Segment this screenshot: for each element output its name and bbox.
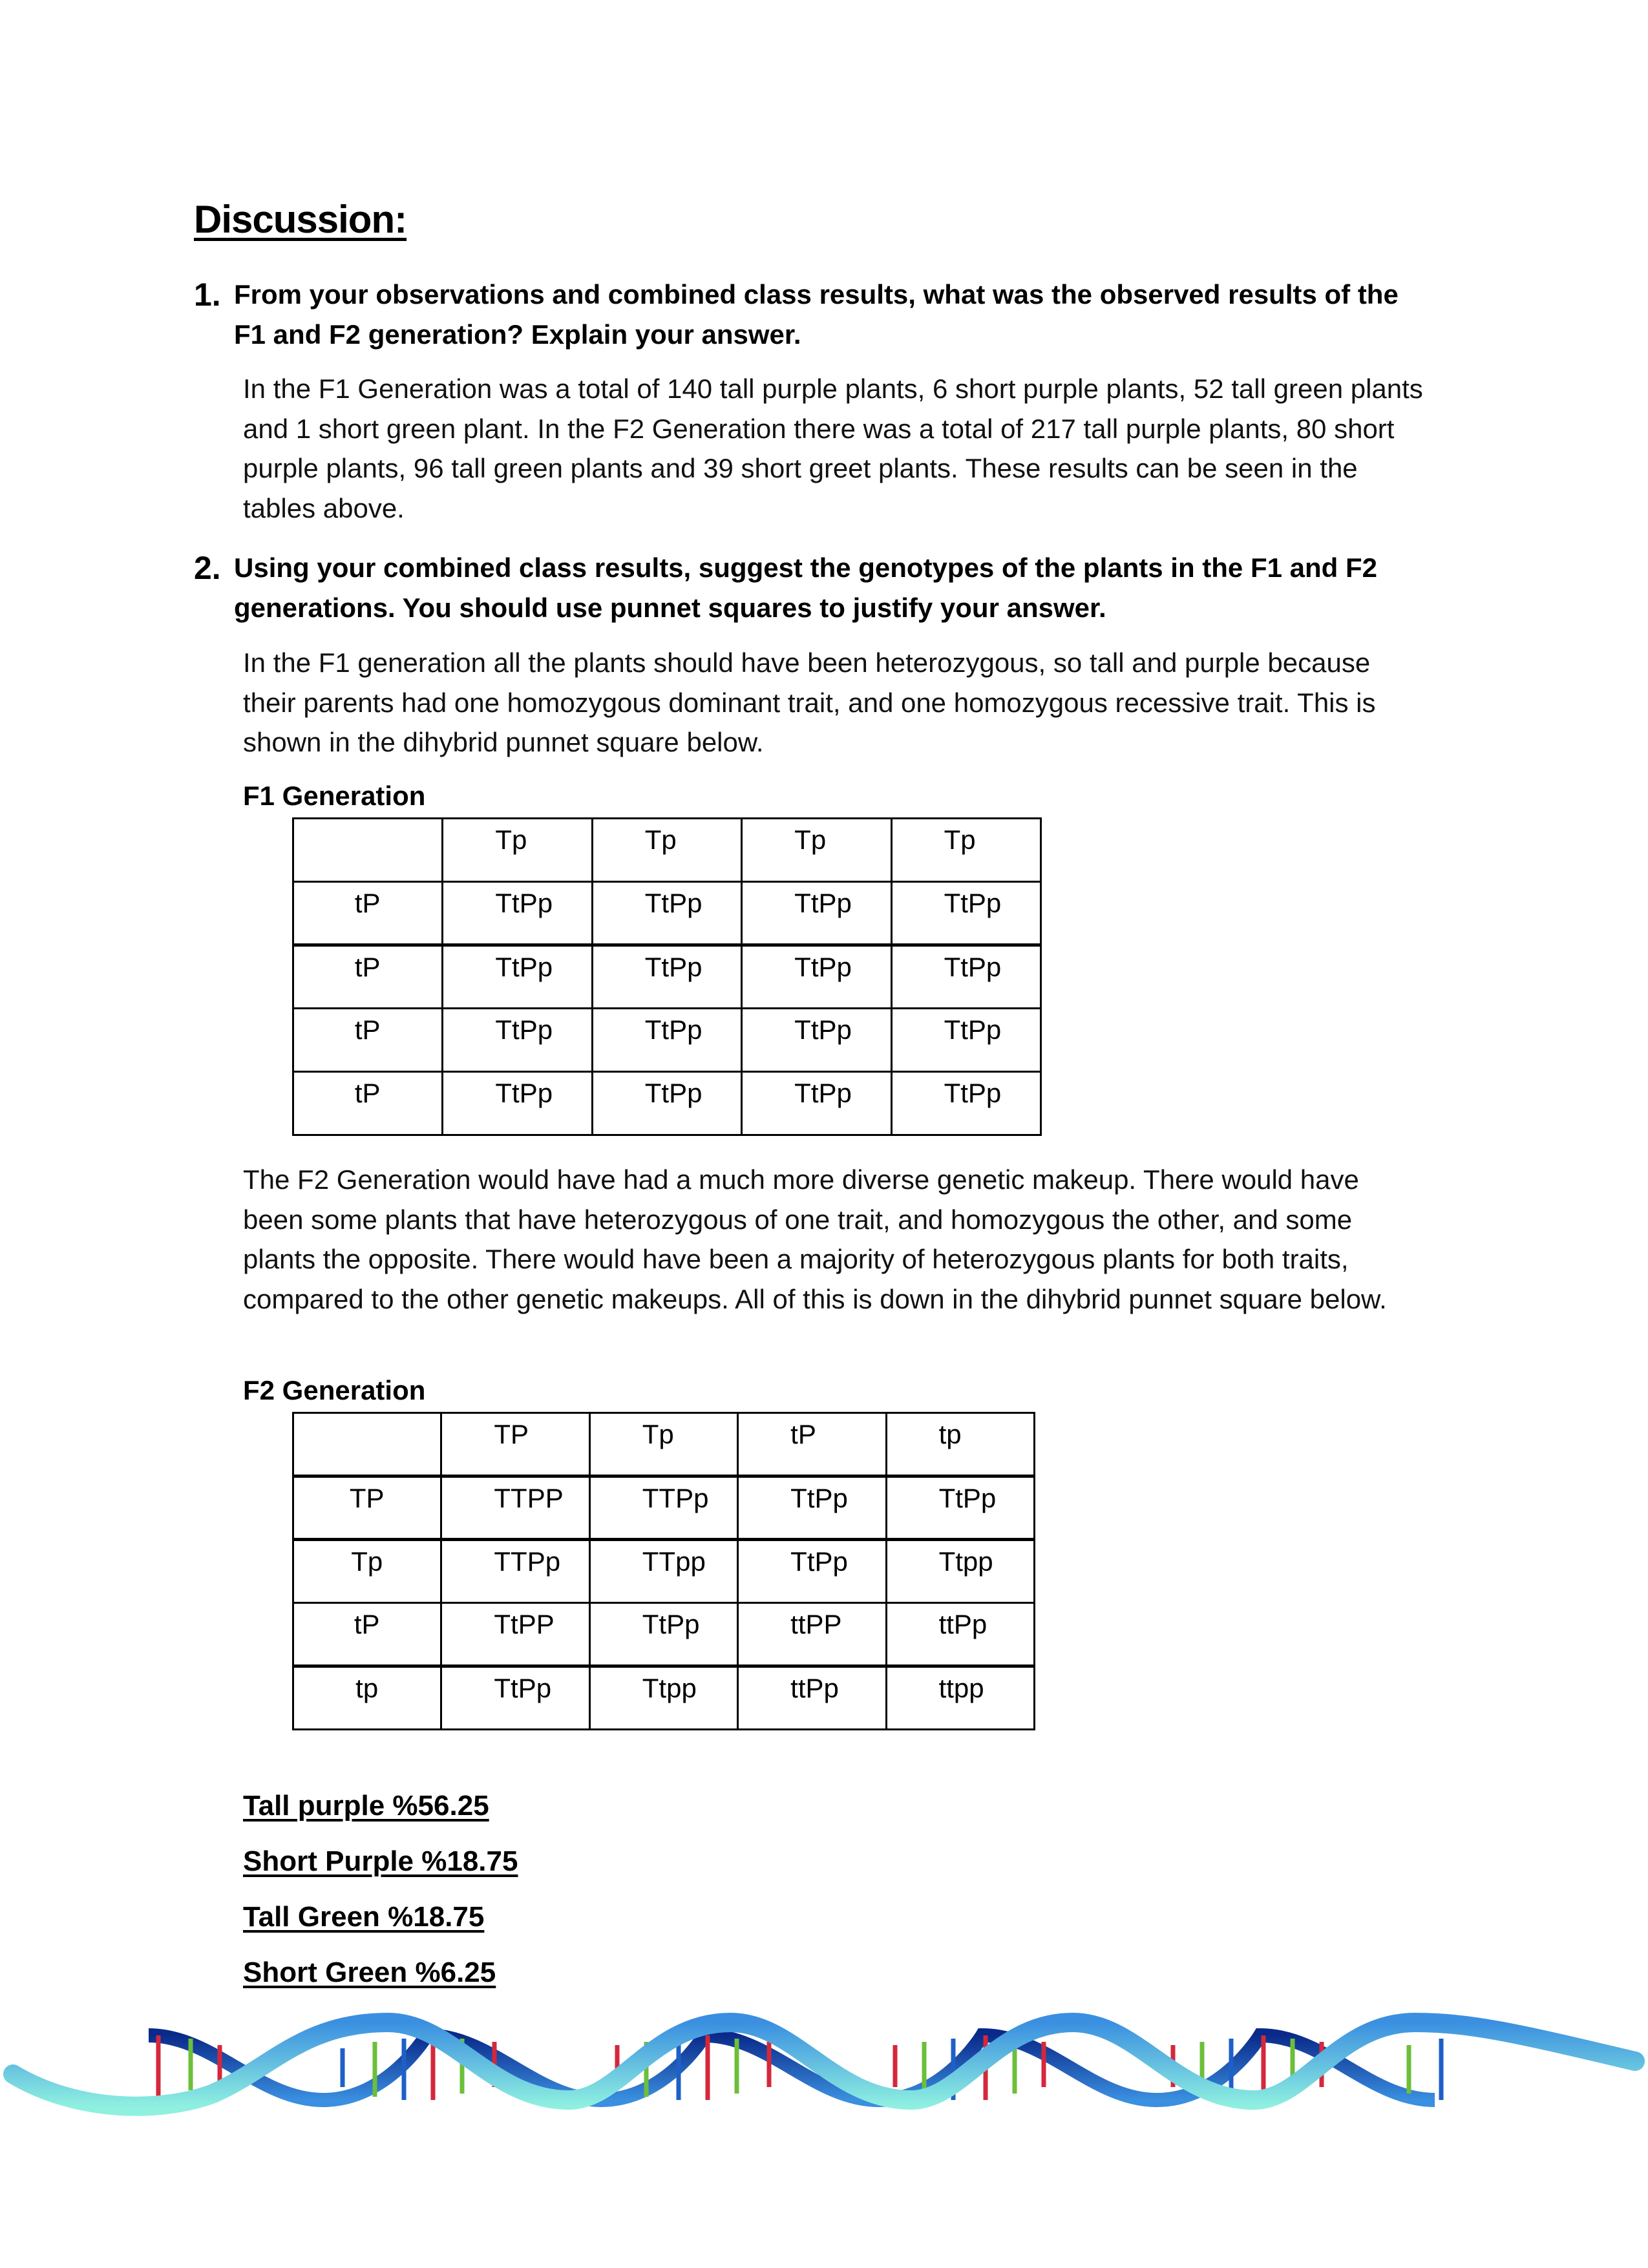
- table-cell: TtPp: [592, 882, 741, 945]
- f2-label: F2 Generation: [243, 1375, 426, 1405]
- table-cell: TtPp: [443, 1009, 592, 1072]
- table-cell: TtPp: [443, 945, 592, 1009]
- percentage-tall-green: Tall Green %18.75: [243, 1901, 485, 1933]
- table-cell: Tp: [293, 1540, 441, 1603]
- table-cell: TtPp: [443, 882, 592, 945]
- table-cell: TP: [293, 1476, 441, 1540]
- table-cell: tP: [293, 1072, 443, 1135]
- table-cell: Ttpp: [589, 1666, 737, 1730]
- table-row: [293, 1540, 1035, 1603]
- table-cell: TtPp: [742, 945, 891, 1009]
- table-cell: TtPp: [441, 1666, 589, 1730]
- table-cell: ttPp: [886, 1603, 1034, 1666]
- table-cell: ttpp: [886, 1666, 1034, 1730]
- table-cell: ttPP: [738, 1603, 886, 1666]
- table-cell: tP: [293, 882, 443, 945]
- table-row: [293, 1072, 1041, 1135]
- table-cell: TtPp: [738, 1540, 886, 1603]
- table-cell: Tp: [891, 819, 1041, 882]
- table-cell: Tp: [589, 1413, 737, 1476]
- table-cell: TtPp: [443, 1072, 592, 1135]
- table-cell: tP: [293, 1603, 441, 1666]
- table-cell: TTPP: [441, 1476, 589, 1540]
- table-row: [293, 1476, 1035, 1540]
- table-header-row: [293, 1413, 1035, 1476]
- table-cell: Tp: [742, 819, 891, 882]
- table-cell: TtPp: [592, 1072, 741, 1135]
- question-text: From your observations and combined class results, what was the observed results of the F1 and F2 generation? Explain your answer.: [234, 279, 1399, 350]
- f1-label: F1 Generation: [243, 781, 426, 811]
- table-cell: [293, 819, 443, 882]
- table-cell: Ttpp: [886, 1540, 1034, 1603]
- page-heading: Discussion:: [194, 198, 407, 241]
- f1-punnett-square: [292, 817, 1042, 1136]
- table-cell: ttPp: [738, 1666, 886, 1730]
- table-cell: TtPp: [891, 1072, 1041, 1135]
- table-row: [293, 1666, 1035, 1730]
- table-cell: TtPp: [742, 1072, 891, 1135]
- dna-helix-icon: [0, 2003, 1648, 2145]
- question-1: [194, 275, 1422, 355]
- percentage-tall-purple: Tall purple %56.25: [243, 1790, 489, 1822]
- table-cell: TtPp: [592, 945, 741, 1009]
- percentage-short-green: Short Green %6.25: [243, 1957, 496, 1988]
- table-cell: TP: [441, 1413, 589, 1476]
- table-row: [293, 1603, 1035, 1666]
- table-cell: tP: [293, 1009, 443, 1072]
- percentage-short-purple: Short Purple %18.75: [243, 1845, 518, 1877]
- table-cell: TtPp: [891, 945, 1041, 1009]
- table-cell: TTPp: [589, 1476, 737, 1540]
- f2-paragraph: The F2 Generation would have had a much more diverse genetic makeup. There would have been some plants that have heterozygous of one trait, and homozygous the other, and some plants the opposite. There would have been a majority of heterozygous plants for both traits, compared to the other genetic makeups. All of this is down in the dihybrid punnet square below.: [243, 1164, 1387, 1314]
- question-2: [194, 548, 1422, 628]
- answer-2: In the F1 generation all the plants should have been heterozygous, so tall and purple because their parents had one homozygous dominant trait, and one homozygous recessive trait. This is shown in the dihybrid punnet square below.: [243, 647, 1376, 757]
- table-cell: tp: [293, 1666, 441, 1730]
- table-cell: TTPp: [441, 1540, 589, 1603]
- table-cell: TtPp: [886, 1476, 1034, 1540]
- table-cell: tP: [293, 945, 443, 1009]
- f2-punnett-square: [292, 1412, 1035, 1730]
- table-cell: TtPp: [742, 882, 891, 945]
- table-cell: TtPp: [738, 1476, 886, 1540]
- table-cell: [293, 1413, 441, 1476]
- answer-1: In the F1 Generation was a total of 140 tall purple plants, 6 short purple plants, 52 tall green plants and 1 short green plant. In the F2 Generation there was a total of 217 tall purple plants, 80 short purple plants, 96 tall green plants and 39 short greet plants. These results can be seen in the tables above.: [243, 373, 1423, 523]
- question-number: 1.: [194, 277, 221, 313]
- table-row: [293, 882, 1041, 945]
- question-text: Using your combined class results, suggest the genotypes of the plants in the F1 and F2 generations. You should use punnet squares to justify your answer.: [234, 552, 1377, 623]
- table-cell: TtPp: [891, 1009, 1041, 1072]
- table-row: [293, 1009, 1041, 1072]
- table-cell: TtPP: [441, 1603, 589, 1666]
- table-cell: TtPp: [891, 882, 1041, 945]
- table-cell: TtPp: [742, 1009, 891, 1072]
- table-cell: tP: [738, 1413, 886, 1476]
- table-cell: Tp: [443, 819, 592, 882]
- question-number: 2.: [194, 550, 221, 586]
- table-cell: TtPp: [592, 1009, 741, 1072]
- table-cell: TtPp: [589, 1603, 737, 1666]
- table-header-row: [293, 819, 1041, 882]
- table-row: [293, 945, 1041, 1009]
- table-cell: tp: [886, 1413, 1034, 1476]
- table-cell: TTpp: [589, 1540, 737, 1603]
- table-cell: Tp: [592, 819, 741, 882]
